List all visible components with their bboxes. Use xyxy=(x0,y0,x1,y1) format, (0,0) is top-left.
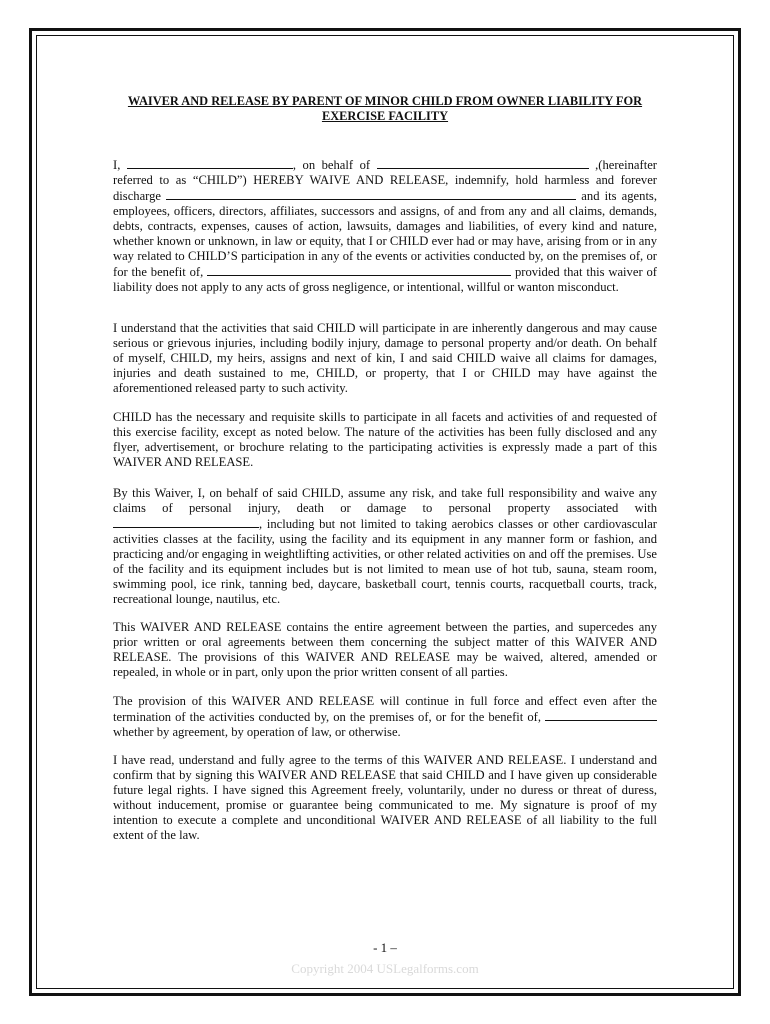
paragraph-release xyxy=(113,157,657,295)
child-name-blank[interactable] xyxy=(377,157,589,169)
text-segment: provided that this waiver of liability does not apply to any acts of gross negligence, or intentional, willful or wanton misconduct. xyxy=(113,265,657,294)
parent-name-blank[interactable] xyxy=(127,157,293,169)
page-number: - 1 – xyxy=(373,940,397,955)
paragraph-entire-agreement: This WAIVER AND RELEASE contains the entire agreement between the parties, and supercedes any prior written or oral agreements between them concerning the subject matter of this WAIVER AND RELEASE. The provisions of this WAIVER AND RELEASE may be waived, altered, amended or repealed, in whole or in part, only upon the prior written consent of all parties. xyxy=(113,620,657,679)
text-segment: ,(hereinafter referred to as “CHILD”) HEREBY WAIVE AND RELEASE, indemnify, hold harmless and forever discharge xyxy=(113,158,657,203)
paragraph-risk-understanding: I understand that the activities that said CHILD will participate in are inherently dangerous and may cause serious or grievous injuries, including bodily injury, damage to personal property and/or death. On behalf of myself, CHILD, my heirs, assigns and next of kin, I and said CHILD waive all claims for damages, injuries and death sustained to me, CHILD, or property, that I or CHILD may have against the aforementioned released party to such activity. xyxy=(113,321,657,395)
text-segment: By this Waiver, I, on behalf of said CHILD, assume any risk, and take full responsibility and waive any claims of personal injury, death or damage to personal property associated with xyxy=(113,486,657,515)
copyright-notice: Copyright 2004 USLegalforms.com xyxy=(291,961,479,976)
facility-name-blank[interactable] xyxy=(113,516,259,528)
benefit-party-blank[interactable] xyxy=(207,264,511,276)
document-title: WAIVER AND RELEASE BY PARENT OF MINOR CHILD FROM OWNER LIABILITY FOR EXERCISE FACILITY xyxy=(127,94,643,123)
termination-party-blank[interactable] xyxy=(545,709,657,721)
paragraph-assumption-of-risk xyxy=(113,486,657,607)
released-party-blank[interactable] xyxy=(166,188,576,200)
text-segment: The provision of this WAIVER AND RELEASE will continue in full force and effect even after the termination of the activities conducted by, on the premises of, or for the benefit of, xyxy=(113,694,657,724)
text-segment: , including but not limited to taking aerobics classes or other cardiovascular activities classes at the facility, using the facility and its equipment in any manner form or fashion, and practicing and/or engaging in weightlifting activities, or other related activities on and off the premises. Use of the facility and its equipment includes but is not limited to mean use of hot tub, sauna, steam room, swimming pool, ice rink, tanning bed, daycare, basketball court, tennis courts, racquetball courts, track, recreational lounge, nautilus, etc. xyxy=(113,517,657,606)
paragraph-acknowledgement: I have read, understand and fully agree to the terms of this WAIVER AND RELEASE. I understand and confirm that by signing this WAIVER AND RELEASE that said CHILD and I have given up considerable future legal rights. I have signed this Agreement freely, voluntarily, under no duress or threat of duress, without inducement, promise or guarantee being communicated to me. My signature is proof of my intention to execute a complete and unconditional WAIVER AND RELEASE of all liability to the full extent of the law. xyxy=(113,753,657,842)
paragraph-continuation xyxy=(113,694,657,740)
text-segment: I, xyxy=(113,158,127,172)
text-segment: and its agents, employees, officers, directors, affiliates, successors and assigns, of and from any and all claims, demands, debts, contracts, expenses, causes of action, lawsuits, damages and liabilities, of every kind and nature, whether known or unknown, in law or equity, that I or CHILD ever had or may have, arising from or in any way related to CHILD’S participation in any of the events or activities conducted by, on the premises of, or for the benefit of, xyxy=(113,189,657,279)
paragraph-child-skills: CHILD has the necessary and requisite skills to participate in all facets and activities of and requested of this exercise facility, except as noted below. The nature of the activities has been fully disclosed and any flyer, advertisement, or brochure relating to the participating activities is expressly made a part of this WAIVER AND RELEASE. xyxy=(113,410,657,469)
text-segment: whether by agreement, by operation of law, or otherwise. xyxy=(113,725,401,739)
text-segment: , on behalf of xyxy=(292,158,377,172)
